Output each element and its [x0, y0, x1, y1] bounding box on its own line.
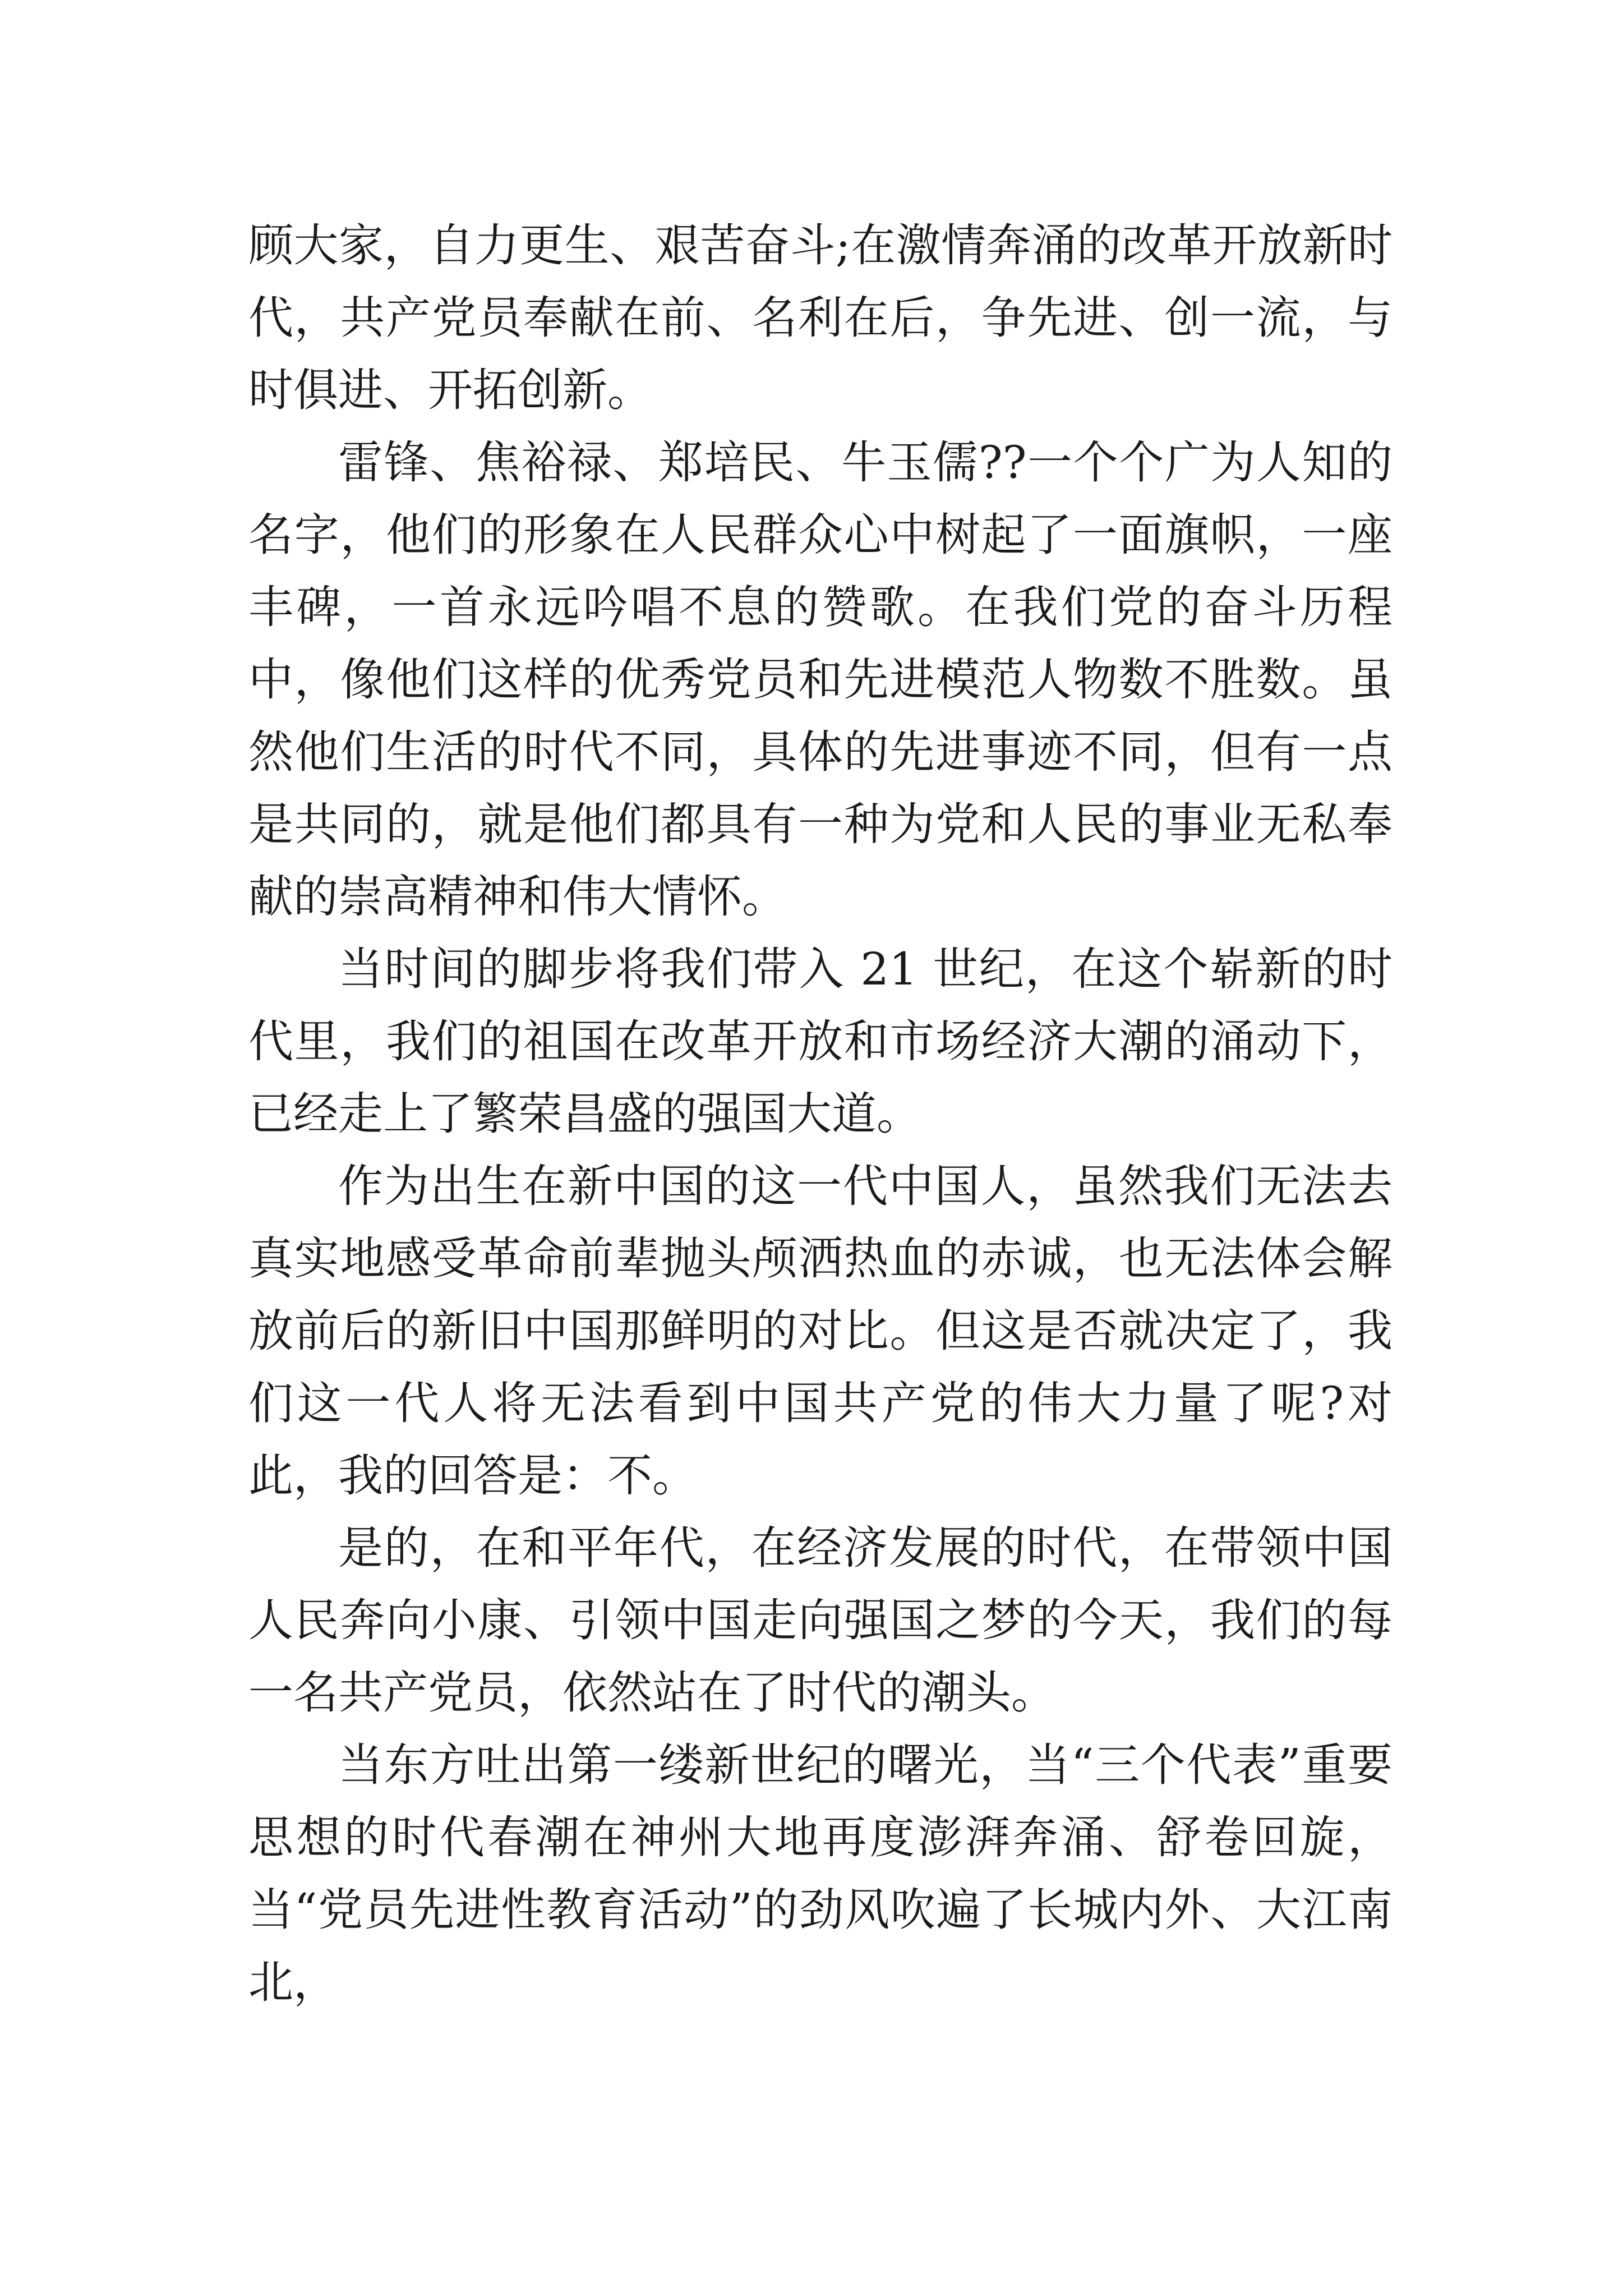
paragraph-3: 当时间的脚步将我们带入 21 世纪，在这个崭新的时代里，我们的祖国在改革开放和市场经济大潮的涌动下，已经走上了繁荣昌盛的强国大道。 — [248, 943, 1393, 1140]
paragraph-2: 雷锋、焦裕禄、郑培民、牛玉儒??一个个广为人知的名字，他们的形象在人民群众心中树起了一面旗帜，一座丰碑，一首永远吟唱不息的赞歌。在我们党的奋斗历程中，像他们这样的优秀党员和先进模范人物数不胜数。虽然他们生活的时代不同，具体的先进事迹不同，但有一点是共同的，就是他们都具有一种为党和人民的事业无私奉献的崇高精神和伟大情怀。 — [248, 436, 1393, 923]
paragraph-4: 作为出生在新中国的这一代中国人，虽然我们无法去真实地感受革命前辈抛头颅洒热血的赤诚，也无法体会解放前后的新旧中国那鲜明的对比。但这是否就决定了，我们这一代人将无法看到中国共产党的伟大力量了呢?对此，我的回答是：不。 — [248, 1160, 1393, 1502]
paragraph-6: 当东方吐出第一缕新世纪的曙光，当“三个代表”重要思想的时代春潮在神州大地再度澎湃奔涌、舒卷回旋，当“党员先进性教育活动”的劲风吹遍了长城内外、大江南北， — [248, 1739, 1393, 2008]
paragraph-1: 顾大家，自力更生、艰苦奋斗;在激情奔涌的改革开放新时代，共产党员奉献在前、名利在后，争先进、创一流，与时俱进、开拓创新。 — [248, 219, 1393, 416]
paragraph-5: 是的，在和平年代，在经济发展的时代，在带领中国人民奔向小康、引领中国走向强国之梦的今天，我们的每一名共产党员，依然站在了时代的潮头。 — [248, 1522, 1393, 1719]
document-body — [248, 209, 1393, 2018]
